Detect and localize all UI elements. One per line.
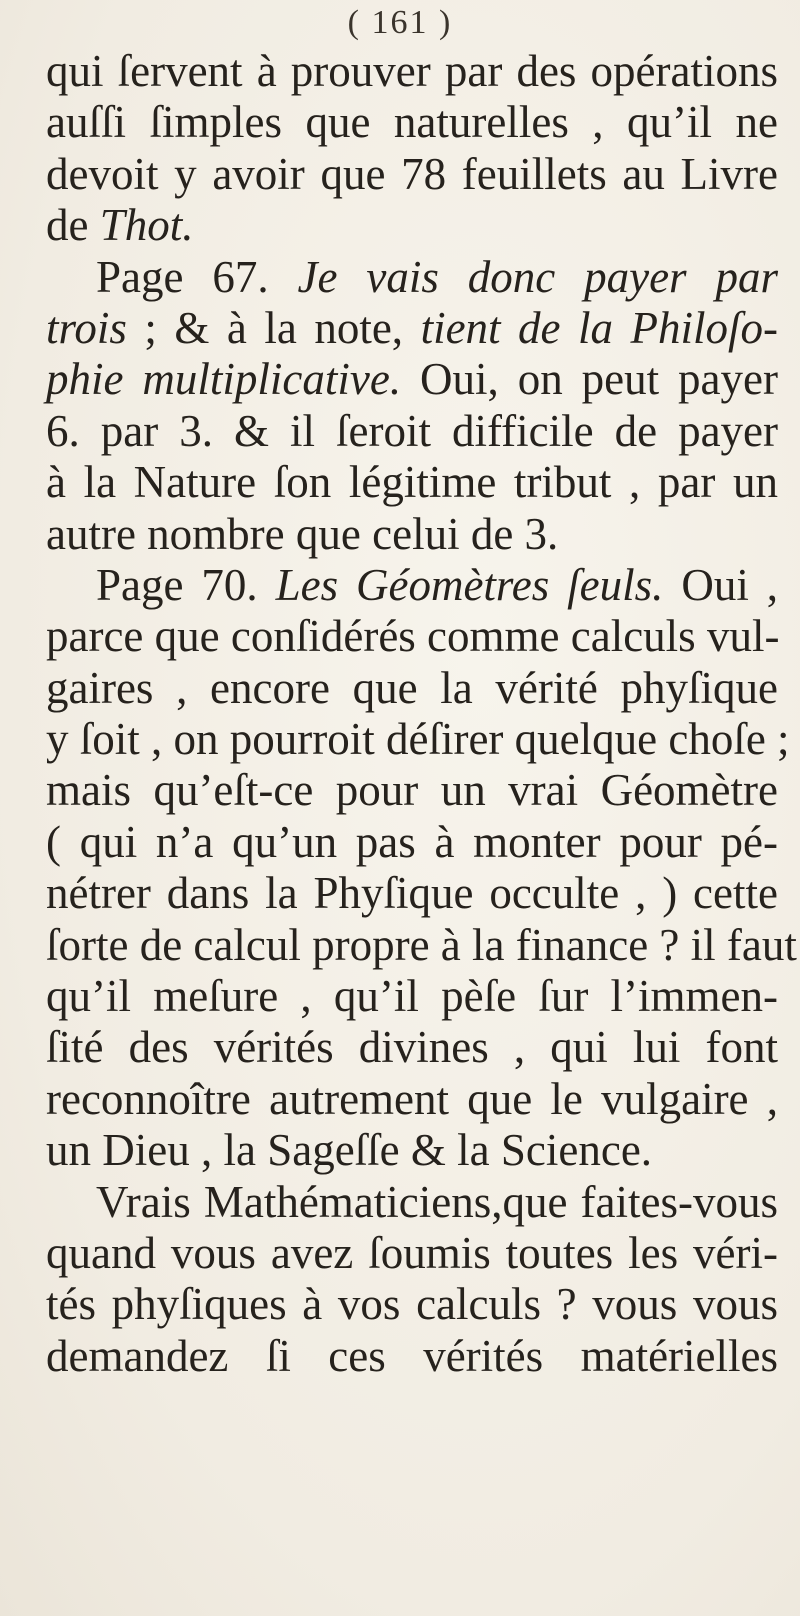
text-line xyxy=(46,1177,778,1228)
text-line xyxy=(46,406,778,457)
text-run: reconnoître autrement que le vulgaire , xyxy=(46,1073,778,1124)
text-line xyxy=(46,765,778,816)
text-line xyxy=(46,457,778,508)
text-run: Vrais Mathématiciens,que faites-vous xyxy=(96,1176,778,1227)
text-line xyxy=(46,149,778,200)
text-run: auſſi ſimples que naturelles , qu’il ne xyxy=(46,97,778,148)
text-run: Page 70. xyxy=(96,559,276,610)
text-line xyxy=(46,1279,778,1330)
text-run: ſorte de calcul propre à la finance ? il faut xyxy=(46,919,797,970)
italic-text: Thot. xyxy=(99,200,194,251)
text-run: nétrer dans la Phyſique occulte , ) cette xyxy=(46,868,778,919)
text-run: à la Nature ſon légitime tribut , par un xyxy=(46,457,778,508)
text-line xyxy=(46,303,778,354)
text-line xyxy=(46,1074,778,1125)
text-run: de xyxy=(46,200,100,251)
text-line xyxy=(46,1228,778,1279)
text-line xyxy=(46,97,778,148)
text-line xyxy=(46,354,778,405)
text-line xyxy=(46,252,778,303)
text-run: ( qui n’a qu’un pas à monter pour pé- xyxy=(46,816,778,867)
text-run: 6. par 3. & il ſeroit difficile de payer xyxy=(46,405,778,456)
text-line xyxy=(46,971,778,1022)
italic-text: Les Géomètres ſeuls. xyxy=(275,559,664,610)
text-run: mais qu’eſt-ce pour un vrai Géomètre xyxy=(46,765,778,816)
text-run: qu’il meſure , qu’il pèſe ſur l’immen- xyxy=(46,971,778,1022)
text-line xyxy=(46,200,778,251)
text-line xyxy=(46,919,797,971)
text-line xyxy=(46,817,778,868)
text-run: autre nombre que celui de 3. xyxy=(46,508,559,559)
text-line xyxy=(46,560,778,611)
italic-text: phie multiplicative. xyxy=(46,354,402,405)
text-run: devoit y avoir que 78 feuillets au Livre xyxy=(46,148,778,199)
text-line xyxy=(46,714,790,765)
text-line xyxy=(46,46,778,97)
text-run: gaires , encore que la vérité phyſique xyxy=(46,662,778,713)
text-run: tés phyſiques à vos calculs ? vous vous xyxy=(46,1279,778,1330)
text-run: parce que conſidérés comme calculs vul- xyxy=(46,611,780,662)
text-run: ſité des vérités divines , qui lui font xyxy=(46,1022,778,1073)
text-line xyxy=(46,868,778,919)
text-run: Oui, on peut payer xyxy=(401,354,778,405)
text-run: qui ſervent à prouver par des opérations xyxy=(46,46,778,96)
text-line xyxy=(46,663,778,714)
text-line xyxy=(46,509,778,560)
italic-text: tient de la Philoſo- xyxy=(420,302,779,353)
text-run: quand vous avez ſoumis toutes les véri- xyxy=(46,1227,778,1278)
text-run: y ſoit , on pourroit déſirer quelque choſe ; xyxy=(46,714,790,765)
italic-text: trois xyxy=(46,302,127,353)
text-line xyxy=(46,611,778,662)
page-number: ( 161 ) xyxy=(347,4,453,41)
text-line xyxy=(46,1331,778,1382)
text-line xyxy=(46,1125,778,1176)
text-line xyxy=(46,1022,778,1073)
italic-text: Je vais donc payer par xyxy=(297,251,778,302)
text-run: un Dieu , la Sageſſe & la Science. xyxy=(46,1125,653,1176)
text-run: Oui , xyxy=(663,559,778,610)
text-run: demandez ſi ces vérités matérielles xyxy=(46,1330,778,1381)
text-run: Page 67. xyxy=(96,251,298,302)
body-text xyxy=(46,46,797,1382)
text-run: ; & à la note, xyxy=(126,302,421,353)
